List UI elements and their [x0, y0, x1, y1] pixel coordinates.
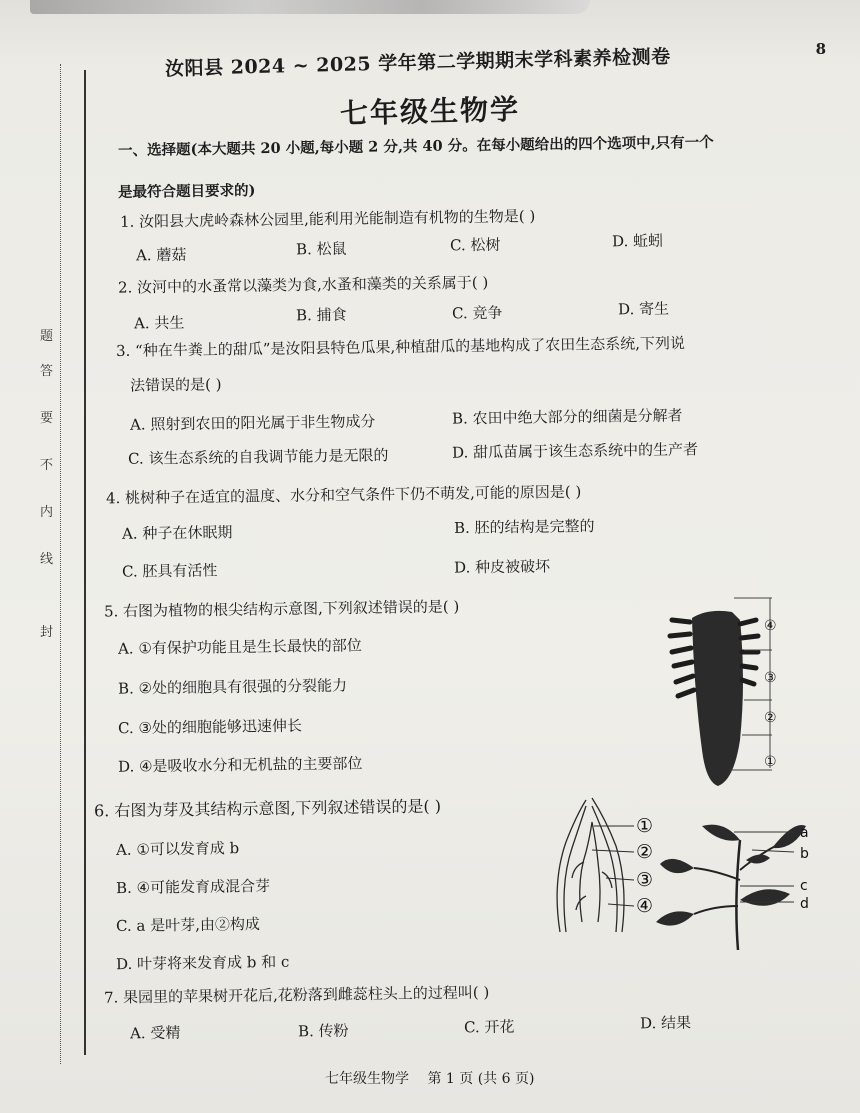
root-label: ④: [764, 618, 777, 634]
option: C. 竞争: [451, 303, 503, 323]
page-number: 8: [815, 40, 826, 58]
root-label: ①: [764, 754, 777, 770]
bud-label: ③: [636, 869, 654, 891]
option: A. ①可以发育成 b: [115, 839, 240, 859]
bud-figure: [546, 792, 666, 942]
exam-title: 汝阳县 2024 ~ 2025 学年第二学期期末学科素养检测卷: [164, 45, 671, 81]
option: D. 叶芽将来发育成 b 和 c: [115, 952, 290, 974]
option: A. 蘑菇: [135, 245, 187, 265]
section-heading: 一、选择题(本大题共 20 小题,每小题 2 分,共 40 分。在每小题给出的四个选项中,只有一个: [117, 133, 714, 160]
bud-label: ②: [636, 841, 654, 863]
option: C. 胚具有活性: [121, 561, 218, 581]
question-stem: 6. 右图为芽及其结构示意图,下列叙述错误的是( ): [93, 796, 442, 821]
root-tip-figure: [660, 590, 800, 790]
margin-char: 答: [40, 364, 54, 379]
margin-char: 要: [40, 411, 54, 426]
branch-label: d: [800, 896, 809, 912]
option: D. 寄生: [617, 299, 670, 319]
option: A. 照射到农田的阳光属于非生物成分: [129, 412, 376, 434]
margin-char: 题: [40, 329, 54, 344]
option: A. 共生: [133, 313, 185, 333]
option: B. 胚的结构是完整的: [453, 517, 595, 537]
option: C. 该生态系统的自我调节能力是无限的: [127, 446, 389, 468]
question-stem: 4. 桃树种子在适宜的温度、水分和空气条件下仍不萌发,可能的原因是( ): [105, 482, 582, 508]
question-stem: 1. 汝阳县大虎岭森林公园里,能利用光能制造有机物的生物是( ): [119, 207, 536, 231]
option: C. 开花: [463, 1017, 515, 1037]
question-stem-cont: 法错误的是( ): [129, 375, 222, 395]
option: D. 甜瓜苗属于该生态系统中的生产者: [451, 440, 699, 462]
option: B. ④可能发育成混合芽: [115, 876, 271, 898]
root-label: ②: [764, 710, 777, 726]
option: C. 松树: [449, 235, 501, 255]
footer-page: 第 1 页 (共 6 页): [427, 1071, 535, 1087]
branch-label: c: [800, 878, 808, 894]
option: A. ①有保护功能且是生长最快的部位: [117, 636, 362, 658]
option: D. 种皮被破坏: [453, 557, 551, 577]
footer-subject: 七年级生物学: [325, 1071, 409, 1087]
option: C. ③处的细胞能够迅速伸长: [117, 716, 303, 738]
branch-label: a: [800, 825, 809, 841]
question-stem: 5. 右图为植物的根尖结构示意图,下列叙述错误的是( ): [103, 597, 460, 621]
margin-char: 内: [40, 505, 54, 520]
question-stem: 2. 汝河中的水蚤常以藻类为食,水蚤和藻类的关系属于( ): [117, 273, 489, 297]
root-label: ③: [764, 670, 777, 686]
binding-solid-line: [84, 70, 86, 1055]
option: D. ④是吸收水分和无机盐的主要部位: [117, 754, 363, 776]
option: B. 传粉: [297, 1021, 349, 1041]
margin-char: 封: [40, 625, 54, 640]
branch-label: b: [800, 846, 809, 862]
option: C. a 是叶芽,由②构成: [115, 914, 261, 936]
option: B. 农田中绝大部分的细菌是分解者: [451, 406, 683, 428]
bud-label: ④: [636, 895, 654, 917]
section-heading-cont: 是最符合题目要求的): [117, 182, 256, 201]
option: B. 松鼠: [295, 239, 347, 259]
option: A. 种子在休眠期: [121, 523, 233, 543]
option: B. ②处的细胞具有很强的分裂能力: [117, 676, 348, 698]
branch-figure: [654, 810, 820, 950]
question-stem: 7. 果园里的苹果树开花后,花粉落到雌蕊柱头上的过程叫( ): [103, 983, 490, 1007]
page-footer: [325, 1068, 548, 1088]
binding-margin-text: [40, 330, 64, 639]
question-stem: 3. “种在牛粪上的甜瓜”是汝阳县特色瓜果,种植甜瓜的基地构成了农田生态系统,下列说: [115, 334, 686, 360]
option: D. 结果: [639, 1013, 692, 1033]
margin-char: 线: [40, 552, 54, 567]
bud-label: ①: [636, 815, 654, 837]
scan-shadow: [30, 0, 590, 14]
subject-title: 七年级生物学: [339, 92, 521, 131]
option: A. 受精: [129, 1023, 181, 1043]
margin-char: 不: [40, 458, 54, 473]
option: D. 蚯蚓: [611, 231, 664, 251]
option: B. 捕食: [295, 305, 347, 325]
